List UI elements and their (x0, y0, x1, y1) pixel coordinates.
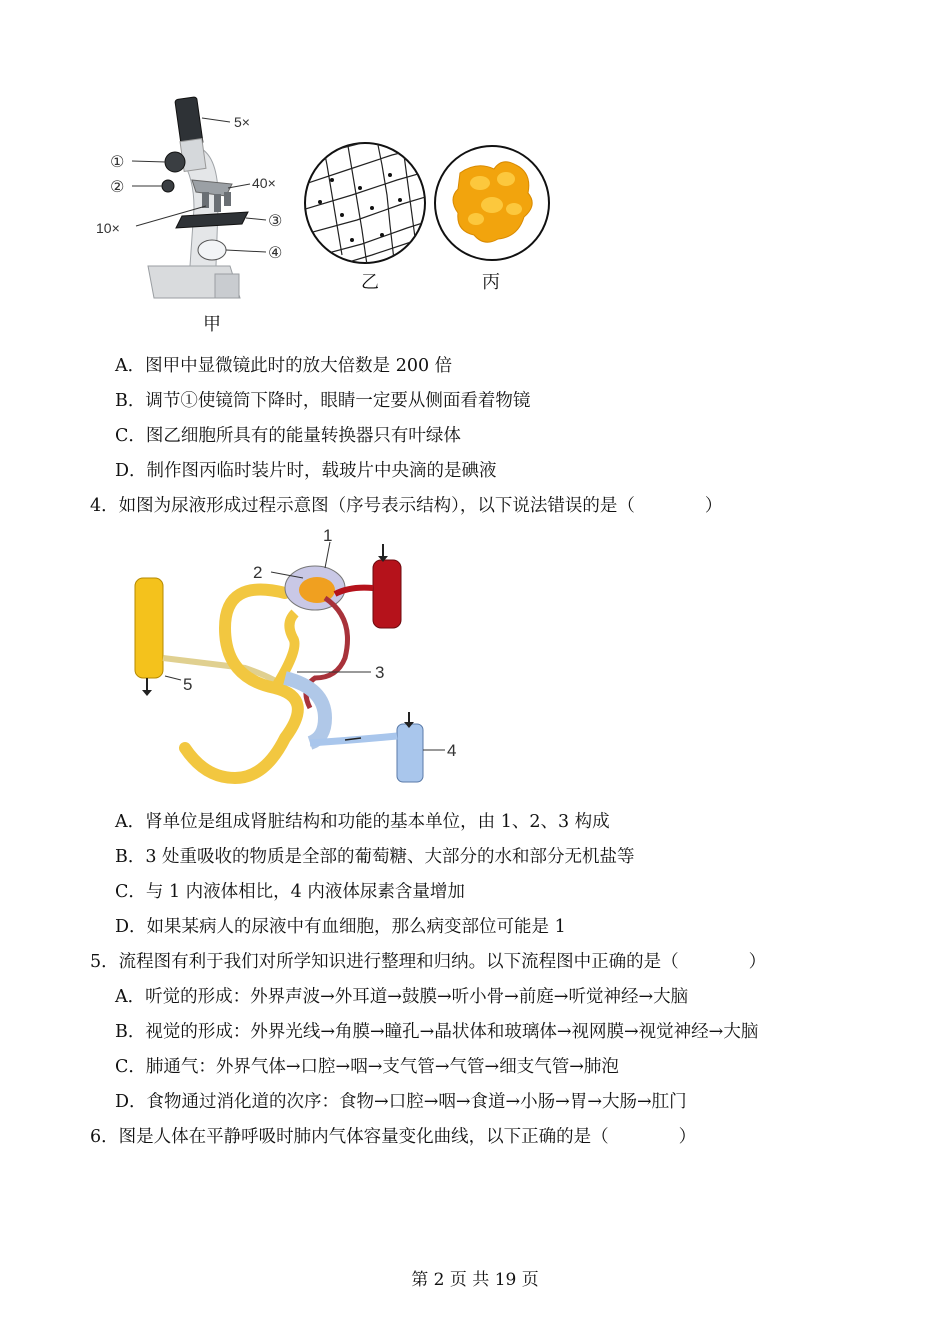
q4-option-d: D．如果某病人的尿液中有血细胞，那么病变部位可能是 1 (115, 917, 566, 937)
kidney-label-3: 3 (375, 663, 385, 682)
page-footer: 第 2 页 共 19 页 (411, 1270, 539, 1290)
microscope-caption: 甲 (203, 314, 221, 335)
q5-option-b: B．视觉的形成：外界光线→角膜→瞳孔→晶状体和玻璃体→视网膜→视觉神经→大脑 (115, 1022, 759, 1042)
microscope-figure (90, 88, 300, 313)
q3-option-b: B．调节①使镜筒下降时，眼睛一定要从侧面看着物镜 (115, 391, 531, 411)
onion-cell-figure (302, 140, 428, 266)
q5-option-d: D．食物通过消化道的次序：食物→口腔→咽→食道→小肠→胃→大肠→肛门 (115, 1092, 687, 1112)
kidney-label-2: 2 (253, 563, 263, 582)
mirror-label: ④ (268, 245, 283, 262)
objective-low-label: 10× (96, 220, 120, 236)
stained-cell-caption: 丙 (482, 272, 500, 293)
kidney-label-1: 1 (323, 528, 333, 545)
kidney-nephron-figure (125, 528, 465, 790)
q6-stem: 6．图是人体在平静呼吸时肺内气体容量变化曲线，以下正确的是（ ） (90, 1127, 697, 1147)
objective-high-label: 40× (252, 175, 276, 191)
coarse-knob-label: ① (110, 154, 125, 171)
q5-option-c: C．肺通气：外界气体→口腔→咽→支气管→气管→细支气管→肺泡 (115, 1057, 619, 1077)
q5-option-a: A．听觉的形成：外界声波→外耳道→鼓膜→听小骨→前庭→听觉神经→大脑 (115, 987, 689, 1007)
onion-cell-caption: 乙 (361, 272, 379, 293)
kidney-label-4: 4 (447, 741, 457, 760)
q4-stem: 4．如图为尿液形成过程示意图（序号表示结构），以下说法错误的是（ ） (90, 496, 723, 516)
q3-option-a: A．图甲中显微镜此时的放大倍数是 200 倍 (115, 356, 453, 376)
q4-option-a: A．肾单位是组成肾脏结构和功能的基本单位，由 1、2、3 构成 (115, 812, 610, 832)
fine-knob-label: ② (110, 179, 125, 196)
eyepiece-label: 5× (234, 114, 250, 130)
q5-stem: 5．流程图有利于我们对所学知识进行整理和归纳。以下流程图中正确的是（ ） (90, 952, 767, 972)
q3-option-c: C．图乙细胞所具有的能量转换器只有叶绿体 (115, 426, 461, 446)
kidney-label-5: 5 (183, 675, 193, 694)
q4-option-b: B．3 处重吸收的物质是全部的葡萄糖、大部分的水和部分无机盐等 (115, 847, 635, 867)
q3-option-d: D．制作图丙临时装片时，载玻片中央滴的是碘液 (115, 461, 497, 481)
stage-label: ③ (268, 213, 283, 230)
q4-option-c: C．与 1 内液体相比，4 内液体尿素含量增加 (115, 882, 465, 902)
stained-cell-figure (432, 143, 552, 263)
